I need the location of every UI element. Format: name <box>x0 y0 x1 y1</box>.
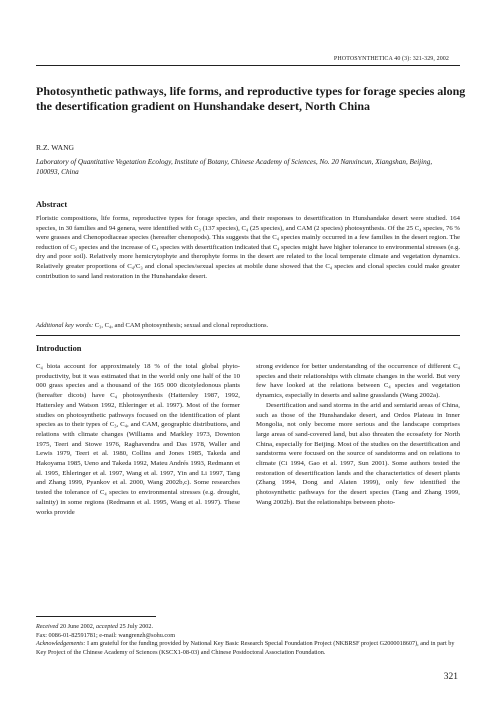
acknowledgements-label: Acknowledgements: <box>36 640 86 648</box>
contact-line: Fax: 0086-01-82591781; e-mail: wangrenzh@sohu.com <box>36 631 176 639</box>
paragraph: Desertification and sand storms in the arid and semiarid areas of China, such as those of the Hunshandake desert, and Ordos Plateau in Inner Mongolia, not only become more serious and the landscape comprises large areas of sand-covered land, but also threaten the ecosafety for North China, especially for Beijing. Most of the studies on the desertification and sandstorms were focused on the source of sandstorms and on relations to climate (Ci 1994, Gao et al. 1997, Sun 2001). Some authors tested the restoration of desertification lands and the characteristics of desert plants (Zhang 1994, Dong and Alaten 1999), only few identified the photosynthetic pathways for the desert species (Tang and Zhang 1999, Wang 2002b). But the relationships between photo- <box>256 401 460 506</box>
abstract-heading: Abstract <box>36 200 68 209</box>
keywords-label: Additional key words: <box>36 322 94 329</box>
article-title: Photosynthetic pathways, life forms, and reproductive types for forage species along the desertification gradient on Hunshandake desert, North China <box>36 84 466 113</box>
received-date: 20 June 2002, <box>59 623 95 630</box>
introduction-right-column <box>256 362 460 508</box>
page-number: 321 <box>443 672 458 682</box>
accepted-date: 25 July 2002. <box>119 623 154 630</box>
introduction-heading: Introduction <box>36 344 82 353</box>
journal-citation: PHOTOSYNTHETICA 40 (3): 321-329, 2002 <box>333 56 449 62</box>
keywords-rule <box>36 335 460 336</box>
footnote-rule <box>36 616 156 617</box>
accepted-label: accepted <box>95 623 118 630</box>
keywords-line <box>36 322 460 329</box>
received-label: Received <box>36 623 59 630</box>
introduction-left-column <box>36 362 240 517</box>
received-line <box>36 623 460 632</box>
author-affiliation: Laboratory of Quantitative Vegetation Ecology, Institute of Botany, Chinese Academy of Sciences, No. 20 Nanxincun, Xiangshan, Beijing, 100093, China <box>36 158 433 176</box>
header-rule <box>36 65 460 66</box>
article-notes <box>36 623 460 657</box>
acknowledgements <box>36 640 460 657</box>
acknowledgements-text: I am grateful for the funding provided by National Key Basic Research Special Foundation Project (NKBRSF project G2000018607), and in part by Key Project of the Chinese Academy of Sciences (KSCX1-08-03) and Chinese Postdoctoral Association Foundation. <box>36 640 455 656</box>
abstract-text: Floristic compositions, life forms, reproductive types for forage species, and their responses to desertification in Hunshandake desert were studied. 164 species, in 30 families and 94 genera, were identified with C₃ (137 species), C₄ (25 species), and CAM (2 species) photosynthesis. Of the 25 C₄ species, 76 % were grasses and Chenopodiaceae species (hereafter chenopods). This suggests that the C₄ species mainly occurred in a few families in the desert region. The reduction of C₃ species and the increase of C₄ species with desertification indicated that C₄ species might have higher tolerance to environmental stresses (e.g. dry and poor soil). Relatively more hemicrytophyte and therophyte forms in the desert are related to the local temperate climate and vegetation dynamics. Relatively greater proportions of C₄/C₃ and clonal species/sexual species at mobile dune showed that the C₄ species and clonal species could make greater contribution to sand land restoration in the Hunshandake desert. <box>36 215 460 280</box>
paragraph: strong evidence for better understanding of the occurrence of different C₄ species and their relationships with climate changes in the world. But very few have looked at the relations between C₄ species and vegetation dynamics, especially in deserts and saline grasslands (Wang 2002a). <box>256 363 460 400</box>
keywords-text: C₃, C₄, and CAM photosynthesis; sexual and clonal reproductions. <box>94 322 269 329</box>
author-name: R.Z. WANG <box>36 143 75 152</box>
paragraph: C₄ biota account for approximately 18 % of the total global phyto-productivity, but it was estimated that in the world only one half of the 10 000 grass species and a thousand of the 165 000 dicotyledonous plants (hereafter dicots) have C₄ photosynthesis (Hattersley 1987, 1992, Hattersley and Watson 1992, Ehleringer et al. 1997). Most of the former studies on photosynthetic pathways focused on the identification of plant species as to their types of C₃, C₄, and CAM, geographic distributions, and relations with climate changes (Williams and Markley 1973, Downton 1975, Teeri and Stowe 1976, Raghavendra and Das 1978, Waller and Lewis 1979, Teeri et al. 1980, Collins and Jones 1985, Takeda and Hakoyama 1985, Ueno and Takeda 1992, Mateu Andrés 1993, Redmann et al. 1995, Ehleringer et al. 1997, Wang et al. 1997, Yin and Li 1997, Tang and Zhang 1999, Pyankov et al. 2000, Wang 2002b,c). Some researches tested the tolerance of C₄ species to environmental stresses (e.g. drought, salinity) in some regions (Redmann et al. 1995, Wang et al. 1997). These works provide <box>36 363 240 516</box>
